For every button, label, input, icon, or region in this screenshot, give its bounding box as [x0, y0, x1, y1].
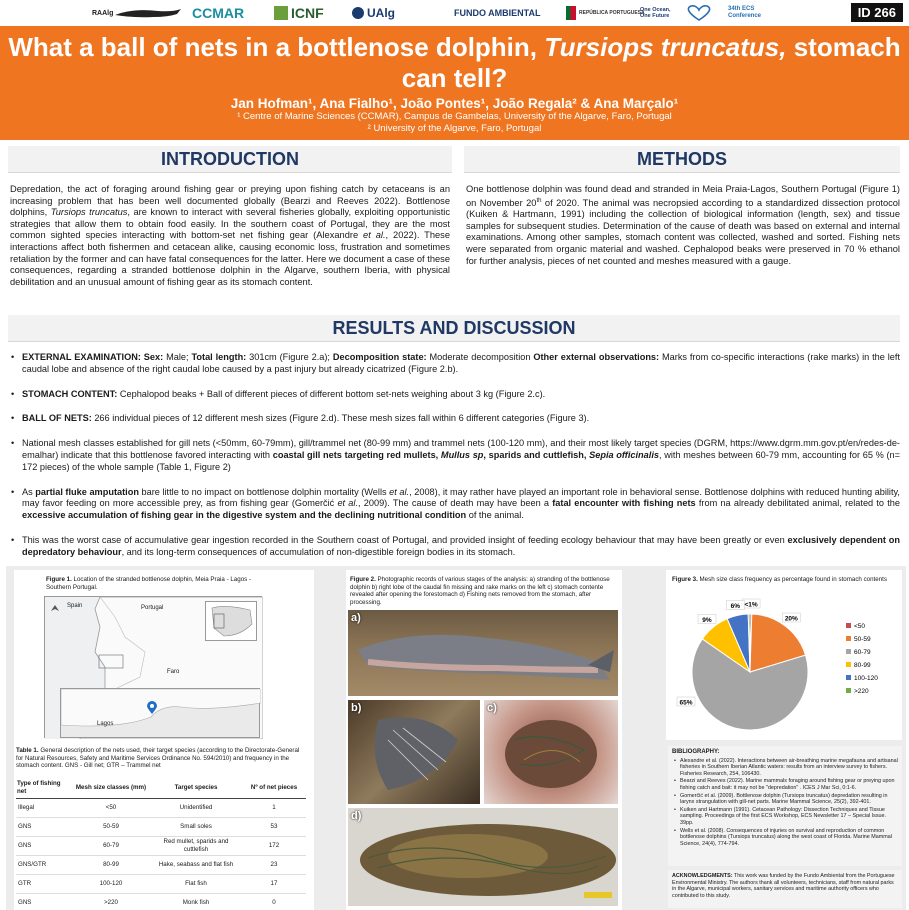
- svg-text:<1%: <1%: [744, 601, 758, 609]
- pie-data-label: [677, 697, 695, 707]
- photo-label: a): [351, 612, 361, 624]
- one-ocean-logo: One Ocean, One Future: [640, 7, 671, 19]
- table-row: GTR 100-120 Flat fish 17: [16, 875, 306, 894]
- bib-item: • Kuiken and Hartmann (1991). Cetacean Pathology: Dissection Techniques and Tissue sampling. Proceedings of the first ECS Workshop, ECS Newsletter 17 – Special Issue. 39pp.: [672, 807, 898, 827]
- methods-heading: METHODS: [464, 146, 900, 173]
- legend-label: 80-99: [854, 662, 871, 669]
- mesh-table: [16, 778, 306, 910]
- pie-data-label: [782, 613, 800, 623]
- methods-text: One bottlenose dolphin was found dead and stranded in Meia Praia-Lagos, Southern Portugal (Figure 1) on November 20th of 2020. The animal was necropsied according to a standardized dissection protocol (Kuiken & Hartmann, 1991) including the collection of biological information (length, sex) and tissue samples for subsequent studies. Determination of the cause of death was based on external and internal examinations. Among other samples, stomach content was collected, washed and sorted. Fishing nets were separated from organic material and washed. Cephalopod beaks were preserved in 70 % ethanol for further analysis, pieces of net counted and meshes measured with a gauge.: [466, 184, 901, 266]
- photo-label: d): [351, 810, 362, 822]
- pie-data-label: [698, 614, 716, 624]
- icnf-logo: ICNF: [274, 4, 324, 22]
- title-banner: [0, 26, 909, 140]
- table-row: GNS >220 Monk fish 0: [16, 894, 306, 910]
- dolphin-photo-drawing: [348, 610, 618, 696]
- photo-d-fishing-nets: [348, 808, 618, 906]
- table-header: Target species: [150, 778, 242, 799]
- result-fluke-amputation: • As partial fluke amputation bare little to no impact on bottlenose dolphin mortality (Wells et al., 2008), it may rather have played an important role in behavioral sense. Bottlenose dolphins with reduced hunting ability, may favor feeding on more accessible prey, as from fishing gear (Gomerčić et al., 2009). The cause of death may have been a fatal encounter with fishing nets from na already debilitated animal, related to the excessive accumulation of fishing gear in the digestive system and the declining nutritional condition of the animal.: [8, 487, 900, 522]
- introduction-text: Depredation, the act of foraging around fishing gear or preying upon fishing catch by cetaceans is an increasing problem that has been well documented globally (Bearzi and Reeves 2022). Bottlenose dolphins, Tursiops truncatus, are known to interact with several fisheries globally, exploiting opportunistic strategies that allow them to obtain food easily. In the southern coast of Portugal, they are the most common sighted species interacting with bottom-set net fishing gear (Alexandre et al., 2022). These interactions affect both fishermen and cetacean alike, causing economic loss, frustration and sometimes retaliation by the former and can have fatal consequences for the latter. Here we document a case of these consequences, regarding a stranded bottlenose dolphin in the Algarve, southern Iberia, with physical debilitation and an unusual amount of fishing gear as its stomach content.: [10, 184, 450, 287]
- result-stomach-content: • STOMACH CONTENT: Cephalopod beaks + Ball of different pieces of different bottom set-nets weighing about 3 kg (Figure 2.c).: [8, 389, 900, 401]
- bibliography-heading: BIBLIOGRAPHY:: [672, 749, 720, 755]
- legend-label: 100-120: [854, 675, 878, 682]
- table-row: Illegal <50 Unidentified 1: [16, 799, 306, 818]
- legend-label: 60-79: [854, 649, 871, 656]
- fundo-ambiental-logo: FUNDO AMBIENTAL: [454, 8, 541, 18]
- map-spain-label: Spain: [67, 603, 83, 609]
- table-header: Mesh size classes (mm): [72, 778, 150, 799]
- photo-b-caudal-fin: [348, 700, 480, 804]
- bibliography: [668, 746, 902, 866]
- pie-data-label: [726, 601, 744, 611]
- introduction-heading: INTRODUCTION: [8, 146, 452, 173]
- table-row: GNS/GTR 80-99 Hake, seabass and flat fish 23: [16, 856, 306, 875]
- photo-label: b): [351, 702, 362, 714]
- raalg-logo: RAAlg: [92, 4, 183, 22]
- acknowledgments: ACKNOWLEDGMENTS: This work was funded by the Fundo Ambiental from the Portuguese Environmental Ministry. The authors thank all volunteers, technicians, staff from natural parks in the Algarve, municipal workers, sanitary services and maritime authority officers who contributed to this study.: [668, 870, 902, 908]
- legend-label: >220: [854, 688, 869, 695]
- fin-photo-drawing: [348, 700, 480, 804]
- lagos-detail-map: [60, 688, 260, 738]
- legend-label: 50-59: [854, 636, 871, 643]
- heart-wave-icon: [684, 4, 714, 22]
- legend-swatch: [846, 636, 851, 641]
- dolphin-logo-icon: [113, 6, 183, 20]
- ccmar-logo: CCMAR: [192, 5, 245, 21]
- affiliation-1: ¹ Centre of Marine Sciences (CCMAR), Campus de Gambelas, University of the Algarve, Faro, Portugal: [237, 111, 672, 122]
- map-portugal-label: Portugal: [141, 605, 164, 611]
- ecs-conference-logo: 34th ECS Conference: [728, 6, 762, 19]
- legend-label: <50: [854, 623, 866, 630]
- nets-photo-drawing: [348, 808, 618, 906]
- svg-text:6%: 6%: [730, 603, 741, 611]
- legend-swatch: [846, 662, 851, 667]
- republica-logo: REPÚBLICA PORTUGUESA: [566, 4, 645, 22]
- photo-a-stranded-dolphin: [348, 610, 618, 696]
- map-lagos-label: Lagos: [97, 721, 114, 727]
- legend-swatch: [846, 649, 851, 654]
- mesh-pie-chart: [670, 594, 900, 736]
- table-header: Type of fishing net: [16, 778, 72, 799]
- location-pin-icon: [147, 701, 157, 715]
- map-faro-label: Faro: [167, 669, 180, 675]
- results-list: [8, 352, 900, 572]
- iberia-inset-icon: [206, 602, 258, 642]
- result-external-exam: • EXTERNAL EXAMINATION: Sex: Male; Total length: 301cm (Figure 2.a); Decomposition state: Moderate decomposition Other external observations: Marks from co-specific interactions (rake marks) in the left caudal lobe and absence of the right caudal lobe caused by a past injury but already cicatrized (Figure 2.b).: [8, 352, 900, 376]
- svg-text:20%: 20%: [784, 615, 798, 623]
- bib-item: • Alexandre et al. (2022). Interactions between air-breathing marine megafauna and artisanal fisheries in Southern Iberian Atlantic waters: results from an interview survey to fishers. Fisheries Research, 254, 106430.: [672, 758, 898, 778]
- legend-swatch: [846, 688, 851, 693]
- result-ball-of-nets: • BALL OF NETS: 266 individual pieces of 12 different mesh sizes (Figure 2.d). These mesh sizes fall within 6 different categories (Figure 3).: [8, 413, 900, 425]
- id-badge: ID 266: [851, 3, 903, 22]
- bib-item: • Bearzi and Reeves (2022). Marine mammals foraging around fishing gear or preying upon fishing catch and bait: it may not be "depredation" . ICES J Mar Sci, 0:1-6.: [672, 778, 898, 791]
- table-header: Nº of net pieces: [242, 778, 306, 799]
- logo-strip: [0, 0, 909, 26]
- poster-title: What a ball of nets in a bottlenose dolphin, Tursiops truncatus, stomach can tell?: [8, 32, 901, 93]
- result-mesh-classes: • National mesh classes established for gill nets (<50mm, 60-79mm), gill/trammel net (80-99 mm) and trammel nets (100-120 mm), and their most likely target species (DGRM, https://www.dgrm.mm.gov.pt/en/redes-de-emalhar) indicate that this bottlenose favored interacting with coastal gill nets targeting red mullets, Mullus sp, sparids and cuttlefish, Sepia officinalis, with meshes between 60-79 mm, accounting for 65 % (n= 172 pieces) of the whole sample (Table 1, Figure 2): [8, 438, 900, 473]
- lagos-coast-drawing: [61, 689, 261, 739]
- bib-item: • Wells et al. (2008). Consequences of injuries on survival and reproduction of common bottlenose dolphins (Tursiops truncatus) along the west coast of Florida. Marine Mammal Science, 24(4), 774-794.: [672, 828, 898, 848]
- figure1-caption: Figure 1. Location of the stranded bottlenose dolphin, Meia Praia - Lagos - Southern Portugal.: [46, 576, 252, 591]
- legend-swatch: [846, 675, 851, 680]
- photo-label: c): [487, 702, 497, 714]
- table-row: GNS 60-79 Red mullet, sparids and cuttlefish 172: [16, 837, 306, 856]
- table-row: GNS 50-59 Small soles 53: [16, 818, 306, 837]
- figure3-caption: Figure 3. Mesh size class frequency as percentage found in stomach contents: [672, 576, 887, 583]
- photo-c-stomach-content: [484, 700, 618, 804]
- figure2-caption: Figure 2. Photographic records of various stages of the analysis: a) stranding of the bottlenose dolphin b) right lobe of the caudal fin missing and rake marks on the left c) stomach contente revealed after opening the forestomach d) Fishing nets removed from the stomach, after processing.: [350, 576, 610, 606]
- legend-swatch: [846, 623, 851, 628]
- pie-data-label: [742, 599, 760, 609]
- svg-text:65%: 65%: [679, 699, 693, 707]
- affiliation-2: ² University of the Algarve, Faro, Portugal: [367, 123, 542, 134]
- svg-text:9%: 9%: [702, 616, 712, 624]
- inset-map: [205, 601, 257, 641]
- ualg-logo: UAlg: [352, 4, 395, 22]
- stomach-photo-drawing: [484, 700, 618, 804]
- table1-caption: Table 1. General description of the nets used, their target species (according to the Directorate-General for Natural Resources, Safety and Maritime Services Ordinance No. 594/2010) and frequency in the stomach content. GNS - Gill net; GTR – Trammel net: [16, 747, 300, 770]
- ecs-logo: [684, 4, 714, 22]
- bib-item: • Gomerčić et al. (2009). Bottlenose dolphin (Tursiops truncatus) depredation resulting in larynx strangulation with gill-net parts. Marine Mammal Science, 25(2), 392-401.: [672, 793, 898, 806]
- authors: Jan Hofman¹, Ana Fialho¹, João Pontes¹, João Regala² & Ana Marçalo¹: [230, 96, 679, 111]
- results-heading: RESULTS AND DISCUSSION: [8, 315, 900, 342]
- result-conclusion: • This was the worst case of accumulative gear ingestion recorded in the Southern coast of Portugal, and provided insight of feeding ecology behaviour that may have been greatly or even exclusively dependent on depredatory behaviour, and its long-term consequences of accumulation of non-digestible foreign bodies in its stomach.: [8, 535, 900, 559]
